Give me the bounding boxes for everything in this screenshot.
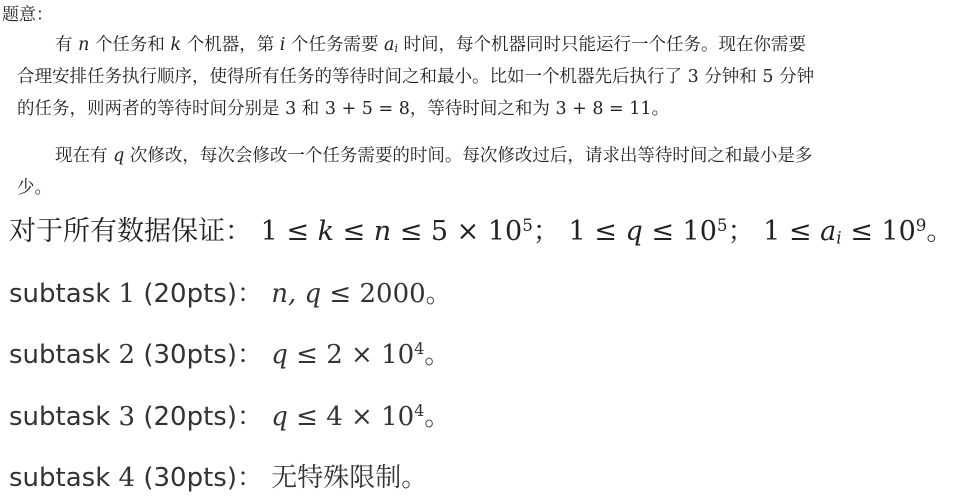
- math-var-i: i: [279, 35, 286, 55]
- query-statement-line-1: [55, 140, 812, 172]
- text: 合理安排任务执行顺序，使得所有任务的等待时间之和最小。比如一个机器先后执行了: [17, 67, 682, 87]
- math-var-a: $a_i$: [384, 35, 398, 56]
- subtask-vars: q: [271, 402, 288, 432]
- text: 。: [651, 99, 670, 119]
- separator: ；: [532, 216, 560, 247]
- colon: ：: [236, 463, 263, 493]
- text: 和: [301, 99, 320, 119]
- text: 有: [55, 35, 73, 55]
- subtask-bound: ≤ 2 × 10: [287, 340, 415, 370]
- subtask-1: [9, 274, 452, 314]
- math-var-k: k: [170, 35, 182, 55]
- subtask-points: (30pts): [143, 463, 237, 493]
- problem-statement-line-1: [55, 29, 806, 61]
- subtask-4: [9, 458, 427, 498]
- text: 次修改，每次会修改一个任务需要的时间。每次修改过后，请求出等待时间之和最小是多: [129, 146, 813, 166]
- terminator: 。: [926, 216, 953, 247]
- exponent: 4: [414, 401, 425, 421]
- colon: ：: [236, 402, 263, 432]
- math-var-n: n: [78, 35, 90, 55]
- math-expression: 3 + 8 = 11: [555, 99, 652, 119]
- colon: ：: [236, 279, 263, 309]
- constraint-q: $1 \le q \le 10^5$: [568, 214, 728, 247]
- constraint-a: $1 \le a_i \le 10^9$: [763, 214, 927, 248]
- math-expression: 3: [285, 99, 297, 119]
- math-expression: 3 + 5 = 8: [324, 99, 410, 119]
- separator: ；: [727, 216, 755, 247]
- subtask-points: (20pts): [143, 402, 237, 432]
- constraint-k-n: $1 \le k \le n \le 5 \times 10^5$: [260, 214, 533, 247]
- math-var-q: q: [113, 146, 125, 166]
- section-title: 题意：: [2, 5, 53, 25]
- text: 分钟和: [704, 67, 757, 87]
- constraints-label: 对于所有数据保证：: [9, 216, 252, 247]
- subtask-3: [9, 397, 450, 437]
- problem-statement-line-3: [17, 93, 669, 125]
- exponent: 4: [414, 339, 425, 359]
- text: 现在有: [55, 146, 108, 166]
- subtask-bound: ≤ 2000: [321, 279, 426, 309]
- subtask-label: subtask: [9, 402, 111, 432]
- subtask-points: (30pts): [143, 340, 237, 370]
- subtask-number: 3: [118, 402, 136, 432]
- text: 时间，每个机器同时只能运行一个任务。现在你需要: [403, 35, 807, 55]
- terminator: 。: [425, 279, 452, 309]
- subtask-2: [9, 335, 450, 375]
- subtask-vars: q: [271, 340, 288, 370]
- subtask-number: 2: [118, 340, 136, 370]
- constraints-line: [9, 210, 953, 254]
- query-statement-line-2: 少。: [17, 178, 52, 198]
- subtask-label: subtask: [9, 463, 111, 493]
- text: 个任务需要: [290, 35, 379, 55]
- text: ，等待时间之和为: [409, 99, 550, 119]
- text: 个机器，第: [186, 35, 275, 55]
- subtask-number: 1: [118, 279, 136, 309]
- subtask-points: (20pts): [143, 279, 237, 309]
- math-number: 5: [762, 67, 774, 87]
- math-subscript: i: [394, 42, 398, 56]
- text: 的任务，则两者的等待时间分别是: [17, 99, 280, 119]
- problem-statement-line-2: [17, 61, 814, 93]
- subtask-description: 无特殊限制。: [271, 463, 428, 493]
- subtask-vars: n, q: [271, 279, 322, 309]
- text: 分钟: [779, 67, 815, 87]
- subtask-label: subtask: [9, 340, 111, 370]
- subtask-number: 4: [118, 463, 136, 493]
- terminator: 。: [424, 402, 451, 432]
- terminator: 。: [424, 340, 451, 370]
- text: 个任务和: [94, 35, 165, 55]
- colon: ：: [236, 340, 263, 370]
- math-number: 3: [687, 67, 699, 87]
- subtask-label: subtask: [9, 279, 111, 309]
- subtask-bound: ≤ 4 × 10: [287, 402, 415, 432]
